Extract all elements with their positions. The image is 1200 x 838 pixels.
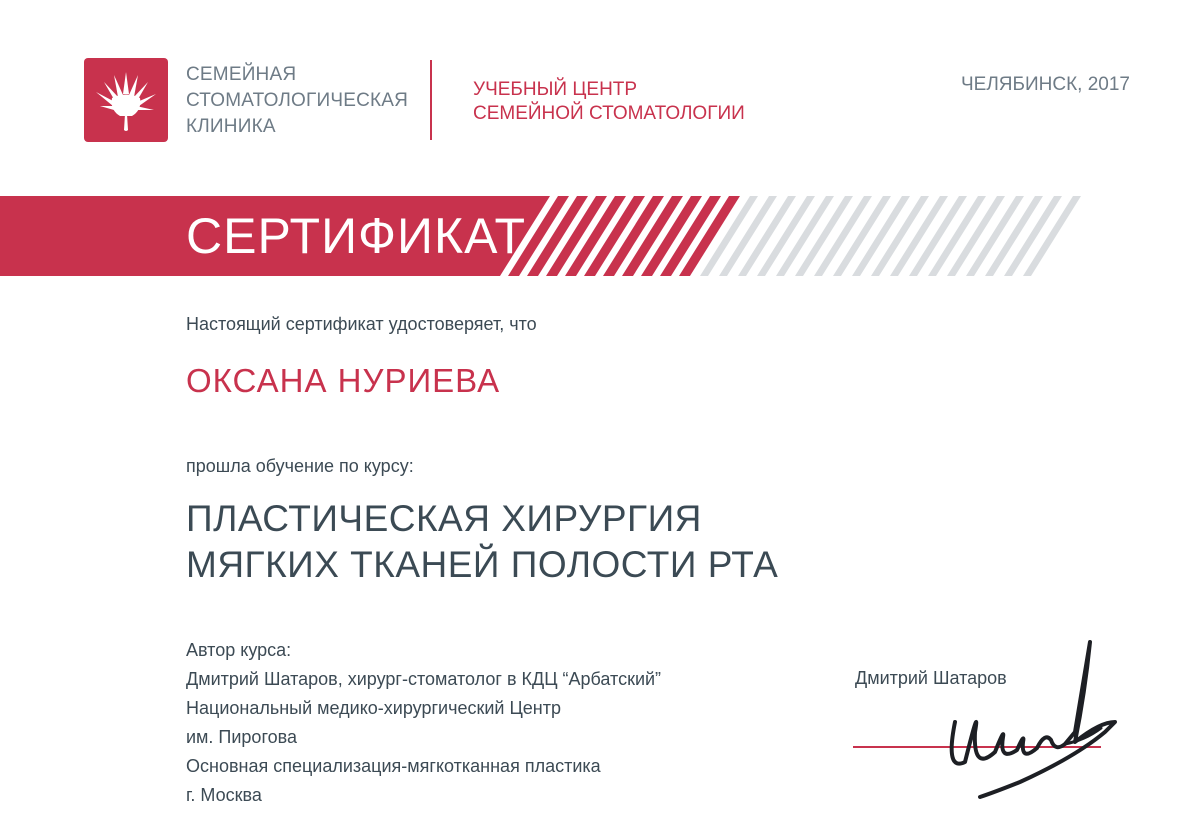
certificate-banner bbox=[0, 196, 1200, 276]
course-lead-text: прошла обучение по курсу: bbox=[186, 456, 414, 476]
course-title bbox=[186, 496, 778, 588]
certificate-title: СЕРТИФИКАТ bbox=[186, 208, 527, 264]
author-line: им. Пирогова bbox=[186, 727, 297, 747]
city-year: ЧЕЛЯБИНСК, 2017 bbox=[961, 74, 1130, 95]
training-center-name bbox=[473, 78, 745, 126]
intro-text: Настоящий сертификат удостоверяет, что bbox=[186, 314, 537, 334]
author-line: Основная специализация-мягкотканная пластика bbox=[186, 756, 601, 776]
recipient-name: ОКСАНА НУРИЕВА bbox=[186, 362, 501, 399]
clinic-name bbox=[186, 62, 408, 140]
signatory-name: Дмитрий Шатаров bbox=[855, 668, 1007, 688]
hand-leaf-icon bbox=[84, 58, 168, 142]
author-line: Национальный медико-хирургический Центр bbox=[186, 698, 561, 718]
clinic-name-line: КЛИНИКА bbox=[186, 116, 276, 137]
clinic-name-line: СЕМЕЙНАЯ bbox=[186, 64, 297, 85]
clinic-name-line: СТОМАТОЛОГИЧЕСКАЯ bbox=[186, 90, 409, 111]
author-line: г. Москва bbox=[186, 785, 262, 805]
clinic-logo bbox=[84, 58, 168, 142]
banner-grey-stripes bbox=[700, 196, 1081, 276]
handwritten-signature bbox=[925, 632, 1125, 802]
training-center-line: УЧЕБНЫЙ ЦЕНТР bbox=[473, 79, 638, 100]
training-center-line: СЕМЕЙНОЙ СТОМАТОЛОГИИ bbox=[473, 103, 745, 124]
course-title-line: ПЛАСТИЧЕСКАЯ ХИРУРГИЯ bbox=[186, 498, 702, 539]
course-title-line: МЯГКИХ ТКАНЕЙ ПОЛОСТИ РТА bbox=[186, 544, 779, 585]
author-block bbox=[186, 636, 661, 810]
author-line: Дмитрий Шатаров, хирург-стоматолог в КДЦ “Арбатский” bbox=[186, 669, 662, 689]
author-heading: Автор курса: bbox=[186, 640, 292, 660]
header-divider bbox=[430, 60, 432, 140]
